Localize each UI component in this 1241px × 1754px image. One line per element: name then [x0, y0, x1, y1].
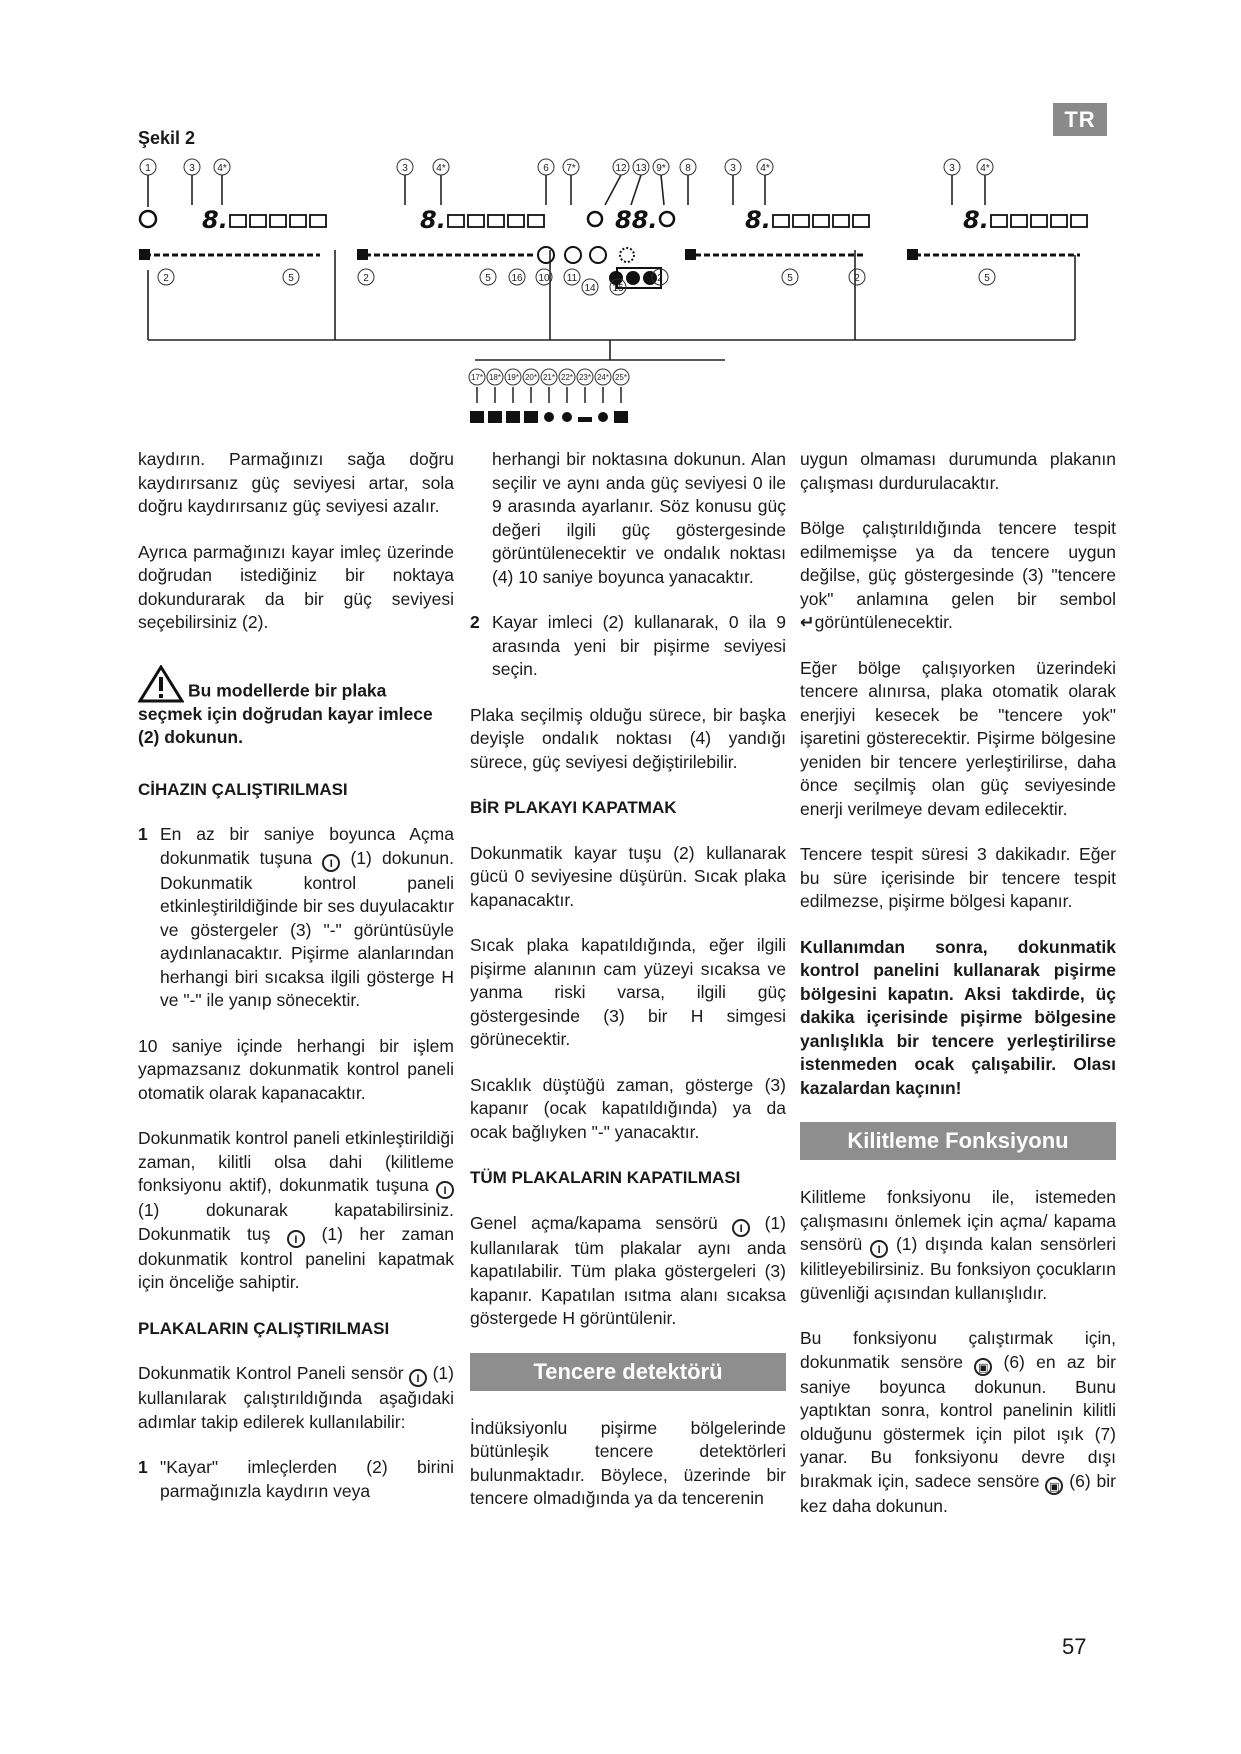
- callout-label: 5: [485, 273, 491, 284]
- column-1: [138, 448, 454, 1525]
- text-part: Bölge çalıştırıldığında tencere tespit edilmemişse ya da tencere uygun değilse, güç göstergesinde (3) "tencere yok" anlamına gelen bir sembol: [800, 518, 1116, 609]
- callout-label: 22*: [560, 373, 574, 382]
- callout-label: 12: [615, 163, 627, 174]
- text-part: (1) her zaman dokunmatik kontrol panelini kapatmak için önceliğe sahiptir.: [138, 1223, 454, 1292]
- callout-label: 4*: [760, 163, 770, 174]
- page-number: 57: [1062, 1634, 1087, 1659]
- text-part: (6) en az bir saniye boyunca dokunun. Bunu yaptıktan sonra, kontrol panelinin kilitli olduğunu göstermek için pilot ışık (7) yanar. Bu fonksiyonu devre dışı bırakmak için, sadece sensöre: [800, 1351, 1116, 1491]
- paragraph: İndüksiyonlu pişirme bölgelerinde bütünleşik tencere detektörleri bulunmaktadır. Böylece, üzerinde bir tencere olmadığında ya da tencerenin: [470, 1417, 786, 1508]
- step-text-part: En az bir saniye boyunca Açma dokunmatik tuşuna: [160, 824, 454, 868]
- paragraph: Sıcaklık düştüğü zaman, gösterge (3) kapanır (ocak kapatıldığında) ya da ocak bağlıyken "-" yanacaktır.: [470, 1074, 786, 1142]
- power-icon: I: [732, 1219, 750, 1237]
- paragraph: uygun olmaması durumunda plakanın çalışması durdurulacaktır.: [800, 449, 1116, 493]
- callout-label: 16: [511, 273, 523, 284]
- callout-label: 2: [854, 273, 860, 284]
- paragraph: [800, 517, 1116, 635]
- callout-label: 1: [145, 163, 151, 174]
- language-badge: TR: [1053, 103, 1107, 136]
- text-part: (1) kullanılarak tüm plakalar aynı anda kapatılabilir. Tüm plaka göstergeleri (3) kapanır. Kapatılan ısıtma alanı sıcaksa göstergede H görüntülenir.: [470, 1212, 786, 1328]
- text-part: (1) kullanılarak çalıştırıldığında aşağıdaki adımlar takip edilerek kullanılabilir:: [138, 1363, 454, 1432]
- text-part: Kilitleme fonksiyonu ile, istemeden çalışmasını önlemek için açma/ kapama sensörü: [800, 1187, 1116, 1254]
- section-banner: Kilitleme Fonksiyonu: [800, 1122, 1116, 1160]
- paragraph: Dokunmatik kayar tuşu (2) kullanarak gücü 0 seviyesine düşürün. Sıcak plaka kapanacaktır.: [470, 842, 786, 910]
- paragraph: [800, 1327, 1116, 1518]
- step-text: Kayar imleci (2) kullanarak, 0 ila 9 arasında yeni bir pişirme seviyesi seçin.: [492, 612, 786, 679]
- paragraph: [138, 1127, 454, 1295]
- paragraph: herhangi bir noktasına dokunun. Alan seçilir ve aynı anda güç seviyesi 0 ile 9 arasında ayarlanır. Söz konusu güç değeri ilgili güç göstergesinde görüntülenecektir ve ondalık noktası (4) 10 saniye boyunca yanacaktır.: [492, 449, 786, 587]
- paragraph: kaydırın. Parmağınızı sağa doğru kaydırırsanız güç seviyesi artar, sola doğru kaydırırsanız güç seviyesi azalır.: [138, 449, 454, 516]
- callout-label: 4*: [217, 163, 227, 174]
- text-part: görüntülenecektir.: [814, 612, 953, 632]
- text-part: Genel açma/kapama sensörü: [470, 1212, 718, 1233]
- warning-icon: [138, 665, 184, 703]
- text-part: (6) bir kez daha dokunun.: [800, 1470, 1116, 1516]
- zone1-digit: 8.: [202, 206, 228, 234]
- callout-label: 9*: [656, 163, 666, 174]
- callout-label: 4*: [980, 163, 990, 174]
- paragraph: 10 saniye içinde herhangi bir işlem yapmazsanız dokunmatik kontrol paneli otomatik olarak kapanacaktır.: [138, 1035, 454, 1103]
- step-number: 1: [138, 1457, 148, 1477]
- callout-label: 19*: [506, 373, 520, 382]
- column-2: [470, 448, 786, 1533]
- power-icon: I: [322, 854, 340, 872]
- callout-label: 5: [984, 273, 990, 284]
- callout-label: 14: [584, 283, 596, 294]
- callout-label: 24*: [596, 373, 610, 382]
- warning-paragraph: Kullanımdan sonra, dokunmatik kontrol panelini kullanarak pişirme bölgesini kapatın. Aksi takdirde, üç dakika içerisinde pişirme bölgesine yanlışlıkla bir tencere yerleştirilirse istenmeden ocak çalışabilir. Olası kazalardan kaçının!: [800, 936, 1116, 1098]
- zone3-digit: 8.: [745, 206, 771, 234]
- section-heading: CİHAZIN ÇALIŞTIRILMASI: [138, 779, 348, 799]
- zone2-digit: 8.: [420, 206, 446, 234]
- step-text: [160, 823, 454, 1013]
- paragraph: [470, 1212, 786, 1331]
- section-banner: Tencere detektörü: [470, 1353, 786, 1391]
- callout-label: 3: [730, 163, 736, 174]
- callout-label: 8: [685, 163, 691, 174]
- warning-text: Bu modellerde bir plaka seçmek için doğrudan kayar imlece (2) dokunun.: [138, 680, 433, 747]
- callout-label: 3: [402, 163, 408, 174]
- callout-label: 5: [787, 273, 793, 284]
- callout-label: 18*: [488, 373, 502, 382]
- text-part: (1) dışında kalan sensörleri kilitleyebilirsiniz. Bu fonksiyon çocukların güvenliği açısından kullanışlıdır.: [800, 1234, 1116, 1303]
- callout-label: 2: [363, 273, 369, 284]
- text-part: Dokunmatik Kontrol Paneli sensör: [138, 1363, 404, 1383]
- callout-label: 10: [538, 273, 550, 284]
- paragraph: [800, 1186, 1116, 1305]
- figure-label: Şekil 2: [138, 128, 196, 148]
- paragraph: Plaka seçilmiş olduğu sürece, bir başka deyişle ondalık noktası (4) yandığı sürece, güç seviyesi değiştirilebilir.: [470, 704, 786, 772]
- callout-label: 25*: [614, 373, 628, 382]
- callout-label: 2: [657, 273, 663, 284]
- callout-label: 13: [635, 163, 647, 174]
- callout-label: 17*: [470, 373, 484, 382]
- callout-label: 2: [163, 273, 169, 284]
- section-heading: BİR PLAKAYI KAPATMAK: [470, 798, 677, 817]
- callout-label: 15: [612, 283, 624, 294]
- callout-label: 5: [288, 273, 294, 284]
- step-text: "Kayar" imleçlerden (2) birini parmağınızla kaydırın veya: [160, 1457, 454, 1501]
- lock-icon: ▣: [1045, 1477, 1063, 1495]
- power-icon: I: [870, 1240, 888, 1258]
- callout-label: 20*: [524, 373, 538, 382]
- callout-label: 23*: [578, 373, 592, 382]
- section-heading: PLAKALARIN ÇALIŞTIRILMASI: [138, 1318, 390, 1338]
- timer-digits: 88.: [615, 206, 658, 234]
- numbered-step: [138, 1456, 454, 1503]
- paragraph: Ayrıca parmağınızı kayar imleç üzerinde doğrudan istediğiniz bir noktaya dokundurarak da bir güç seviyesi seçebilirsiniz (2).: [138, 541, 454, 632]
- text-part: Bu fonksiyonu çalıştırmak için, dokunmatik sensöre: [800, 1328, 1116, 1372]
- warning-note: [138, 665, 454, 750]
- paragraph: [138, 1362, 454, 1434]
- paragraph: Eğer bölge çalışıyorken üzerindeki tencere alınırsa, plaka otomatik olarak enerjiyi kesecek be "tencere yok" işaretini gösterecektir. Pişirme bölgesine yeniden bir tencere yerleştirilirse, daha önce seçilmiş olan güç seviyesinde enerji verilmeye devam edilecektir.: [800, 657, 1116, 819]
- step-text-part: (1) dokunun. Dokunmatik kontrol paneli etkinleştirildiğinde bir ses duyulacaktır ve göstergeler (3) "-" görüntüsüyle aydınlanacaktır. Pişirme alanlarından herhangi biri sıcaksa ilgili gösterge H ve "-" ile yanıp sönecektir.: [160, 847, 454, 1010]
- text-part: (1) dokunarak kapatabilirsiniz. Dokunmatik tuş: [138, 1200, 454, 1244]
- callout-label: 3: [949, 163, 955, 174]
- step-number: 1: [138, 824, 148, 844]
- zone4-digit: 8.: [963, 206, 989, 234]
- callout-label: 7*: [566, 163, 576, 174]
- paragraph: Sıcak plaka kapatıldığında, eğer ilgili pişirme alanının cam yüzeyi sıcaksa ve yanma riski varsa, ilgili güç göstergesinde (3) bir H simgesi görünecektir.: [470, 935, 786, 1049]
- power-icon: I: [436, 1181, 454, 1199]
- step-number: 2: [470, 612, 480, 632]
- numbered-step: [138, 823, 454, 1013]
- callout-label: 4*: [436, 163, 446, 174]
- lock-icon: ▣: [974, 1358, 992, 1376]
- callout-label: 11: [566, 273, 578, 284]
- no-pot-icon: ↵: [800, 612, 815, 632]
- column-3: [800, 448, 1116, 1540]
- numbered-step: [470, 611, 786, 682]
- callout-label: 3: [189, 163, 195, 174]
- callout-label: 6: [543, 163, 549, 174]
- power-icon: I: [287, 1230, 305, 1248]
- section-heading: TÜM PLAKALARIN KAPATILMASI: [470, 1168, 741, 1187]
- callout-label: 21*: [542, 373, 556, 382]
- power-icon: I: [409, 1369, 427, 1387]
- control-panel-diagram: [135, 155, 1105, 455]
- paragraph: Tencere tespit süresi 3 dakikadır. Eğer bu süre içerisinde bir tencere tespit edilmezse, pişirme bölgesi kapanır.: [800, 844, 1116, 911]
- text-part: Dokunmatik kontrol paneli etkinleştirildiği zaman, kilitli olsa dahi (kilitleme fonksiyonu aktif), dokunmatik tuşuna: [138, 1128, 454, 1195]
